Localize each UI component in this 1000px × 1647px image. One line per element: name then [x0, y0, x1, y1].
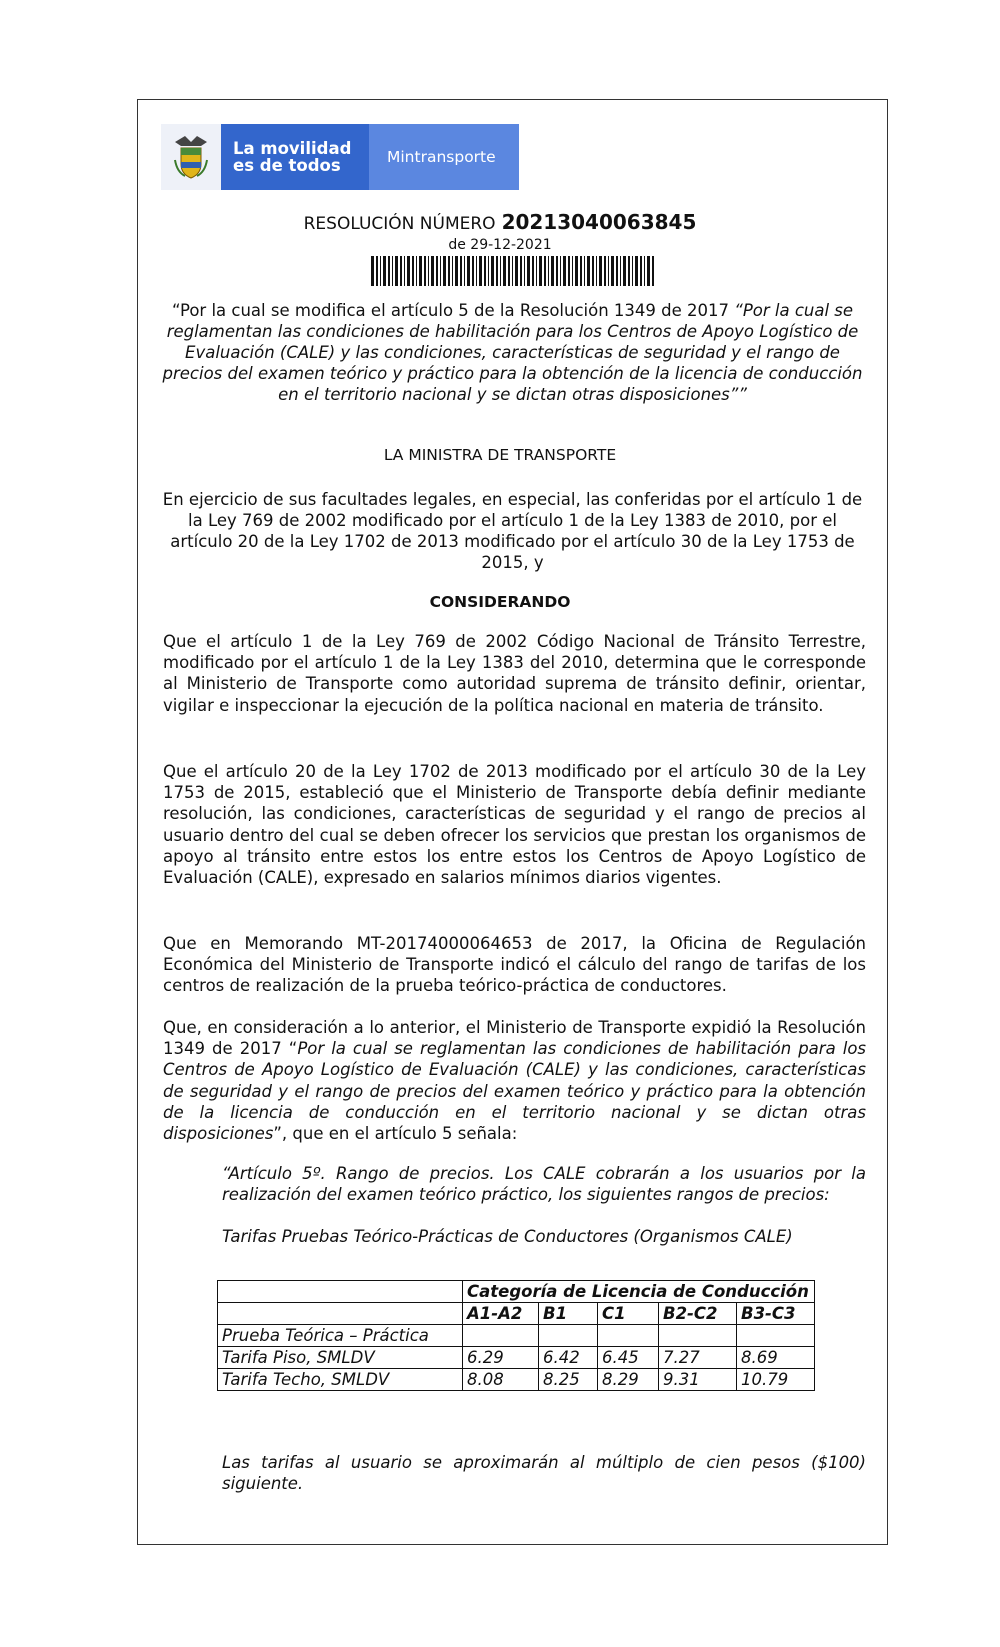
authority-heading: LA MINISTRA DE TRANSPORTE: [383, 446, 617, 464]
barcode-bar: [599, 256, 602, 286]
barcode-bar: [404, 256, 405, 286]
barcode-bar: [635, 256, 638, 286]
considerando-heading: CONSIDERANDO: [429, 593, 571, 611]
table-cell: 6.42: [539, 1347, 598, 1369]
barcode-bar: [508, 256, 510, 286]
barcode-bar: [584, 256, 585, 286]
barcode-bar: [527, 256, 530, 286]
barcode-bar: [575, 256, 578, 286]
barcode-bar: [392, 256, 393, 286]
barcode-bar: [388, 256, 390, 286]
barcode-bar: [604, 256, 606, 286]
barcode-bar: [596, 256, 597, 286]
table-cell: 9.31: [659, 1369, 737, 1391]
column-header: C1: [598, 1303, 659, 1325]
considerando-paragraph-4: [163, 1017, 866, 1144]
barcode-bar: [467, 256, 470, 286]
row-label: Tarifa Techo, SMLDV: [218, 1369, 463, 1391]
logo-ministry-name: Mintransporte: [369, 124, 519, 190]
barcode-bar: [376, 256, 378, 286]
barcode-bar: [424, 256, 426, 286]
barcode-bar: [587, 256, 590, 286]
table-cell: 10.79: [737, 1369, 815, 1391]
table-header-row: [218, 1281, 815, 1303]
table-cell: 6.45: [598, 1347, 659, 1369]
table-empty-cell: [218, 1281, 463, 1303]
barcode-bar: [632, 256, 633, 286]
barcode-bar: [443, 256, 446, 286]
barcode-bar: [623, 256, 626, 286]
barcode-bar: [488, 256, 489, 286]
column-header: B1: [539, 1303, 598, 1325]
logo-line-2: es de todos: [233, 156, 341, 175]
barcode-bar: [568, 256, 570, 286]
table-row: [218, 1369, 815, 1391]
barcode-bar: [484, 256, 486, 286]
barcode-bar: [572, 256, 573, 286]
table-columns-row: [218, 1303, 815, 1325]
table-cell: 8.08: [463, 1369, 539, 1391]
paragraph-4-quoted-title: Por la cual se reglamentan las condiciones de habilitación para los Centros de Apoyo Logístico de Evaluación (CALE) y las condiciones, características de seguridad y el rango de precios del examen teórico y práctico para la obtención de la licencia de conducción en el territorio nacional y se dictan otras disposiciones: [163, 1039, 867, 1144]
barcode-bar: [520, 256, 522, 286]
table-cell: [659, 1325, 737, 1347]
table-row: [218, 1325, 815, 1347]
logo-slogan: [221, 124, 369, 190]
barcode-bar: [476, 256, 477, 286]
considerando-paragraph-2: Que el artículo 20 de la Ley 1702 de 2013 modificado por el artículo 30 de la Ley 1753 de 2015, estableció que el Ministerio de Transporte debía definir mediante resolución, las condiciones, características de seguridad y el rango de precios al usuario dentro del cual se deben ofrecer los servicios que prestan los organismos de apoyo al tránsito entre estos los entre estos los Centros de Apoyo Logístico de Evaluación (CALE), expresado en salarios mínimos diarios vigentes.: [163, 762, 866, 888]
barcode-bar: [491, 256, 494, 286]
considerando-paragraph-1: Que el artículo 1 de la Ley 769 de 2002 Código Nacional de Tránsito Terrestre, modificado por el artículo 1 de la Ley 1383 del 2010, determina que le corresponde al Ministerio de Transporte como autoridad suprema de tránsito definir, orientar, vigilar e inspeccionar la ejecución de la política nacional en materia de tránsito.: [163, 632, 866, 715]
paragraph-4-tail: ”, que en el artículo 5 señala:: [273, 1124, 518, 1144]
row-label: Tarifa Piso, SMLDV: [218, 1347, 463, 1369]
barcode-bar: [412, 256, 414, 286]
preamble-text: “Por la cual se modifica el artículo 5 de la Resolución 1349 de 2017: [171, 301, 735, 320]
barcode-bar: [395, 256, 398, 286]
ministry-logo: [161, 124, 519, 190]
barcode-bar: [383, 256, 386, 286]
barcode-bar: [479, 256, 482, 286]
barcode-bar: [580, 256, 582, 286]
table-cell: 6.29: [463, 1347, 539, 1369]
barcode-bar: [620, 256, 621, 286]
barcode-bar: [431, 256, 434, 286]
coat-of-arms-icon: [161, 124, 221, 190]
barcode-bar: [611, 256, 614, 286]
table-cell: [598, 1325, 659, 1347]
table-cell: 8.29: [598, 1369, 659, 1391]
table-empty-cell: [218, 1303, 463, 1325]
barcode-bar: [496, 256, 498, 286]
barcode-bar: [539, 256, 542, 286]
barcode-bar: [652, 256, 654, 286]
barcode-bar: [371, 256, 374, 286]
table-cell: 8.69: [737, 1347, 815, 1369]
barcode-bar: [515, 256, 518, 286]
barcode-bar: [380, 256, 381, 286]
barcode-bar: [512, 256, 513, 286]
barcode-bar: [628, 256, 630, 286]
article-5-quote: “Artículo 5º. Rango de precios. Los CALE cobrarán a los usuarios por la realización del examen teórico práctico, los siguientes rangos de precios:: [222, 1164, 866, 1205]
barcode-bar: [407, 256, 410, 286]
resolution-label: RESOLUCIÓN NÚMERO: [303, 214, 496, 234]
barcode-bar: [428, 256, 429, 286]
faculties-paragraph: En ejercicio de sus facultades legales, en especial, las conferidas por el artículo 1 de la Ley 769 de 2002 modificado por el artículo 1 de la Ley 1383 de 2010, por el artículo 20 de la Ley 1702 de 2013 modificado por el artículo 30 de la Ley 1753 de 2015, y: [162, 490, 863, 572]
resolution-title: [0, 210, 1000, 234]
barcode-bar: [400, 256, 402, 286]
barcode-bar: [563, 256, 566, 286]
table-row: [218, 1347, 815, 1369]
tariff-table: [217, 1280, 815, 1391]
barcode-bar: [455, 256, 458, 286]
barcode-bar: [440, 256, 441, 286]
closing-note: Las tarifas al usuario se aproximarán al múltiplo de cien pesos ($100) siguiente.: [222, 1453, 866, 1494]
barcode-bar: [544, 256, 546, 286]
considerando-paragraph-3: Que en Memorando MT-20174000064653 de 2017, la Oficina de Regulación Económica del Ministerio de Transporte indicó el cálculo del rango de tarifas de los centros de realización de la prueba teórico-práctica de conductores.: [163, 934, 866, 996]
resolution-date: de 29-12-2021: [448, 237, 552, 253]
barcode-bar: [452, 256, 453, 286]
table-cell: 8.25: [539, 1369, 598, 1391]
barcode-bar: [436, 256, 438, 286]
barcode-bar: [416, 256, 417, 286]
table-cell: 7.27: [659, 1347, 737, 1369]
barcode-bar: [532, 256, 534, 286]
barcode-bar: [647, 256, 650, 286]
logo-line-1: La movilidad: [233, 139, 352, 158]
barcode-bar: [592, 256, 594, 286]
barcode-bar: [640, 256, 642, 286]
barcode: [371, 256, 654, 286]
resolution-number: 20213040063845: [501, 210, 697, 234]
table-cell: [737, 1325, 815, 1347]
barcode-bar: [524, 256, 525, 286]
barcode-bar: [560, 256, 561, 286]
table-group-header: Categoría de Licencia de Conducción: [463, 1281, 815, 1303]
table-caption: Tarifas Pruebas Teórico-Prácticas de Conductores (Organismos CALE): [222, 1227, 793, 1246]
paragraph-4-text: Que, en consideración a lo anterior, el Ministerio de Transporte expidió la Resolución 1349 de 2017 “: [163, 1018, 866, 1059]
table-cell: [463, 1325, 539, 1347]
barcode-bar: [500, 256, 501, 286]
preamble: [160, 300, 865, 405]
column-header: A1-A2: [463, 1303, 539, 1325]
barcode-bar: [548, 256, 549, 286]
barcode-bar: [464, 256, 465, 286]
barcode-bar: [448, 256, 450, 286]
barcode-bar: [616, 256, 618, 286]
preamble-title: “Por la cual se reglamentan las condiciones de habilitación para los Centros de Apoyo Logístico de Evaluación (CALE) y las condiciones, características de seguridad y el rango de precios del examen teórico y práctico para la obtención de la licencia de conducción en el territorio nacional y se dictan otras disposiciones””: [162, 301, 863, 404]
barcode-bar: [503, 256, 506, 286]
barcode-bar: [556, 256, 558, 286]
column-header: B3-C3: [737, 1303, 815, 1325]
barcode-bar: [644, 256, 645, 286]
barcode-bar: [419, 256, 422, 286]
barcode-bar: [608, 256, 609, 286]
row-label: Prueba Teórica – Práctica: [218, 1325, 463, 1347]
barcode-bar: [460, 256, 462, 286]
barcode-bar: [472, 256, 474, 286]
barcode-bar: [536, 256, 537, 286]
column-header: B2-C2: [659, 1303, 737, 1325]
barcode-bar: [551, 256, 554, 286]
table-cell: [539, 1325, 598, 1347]
